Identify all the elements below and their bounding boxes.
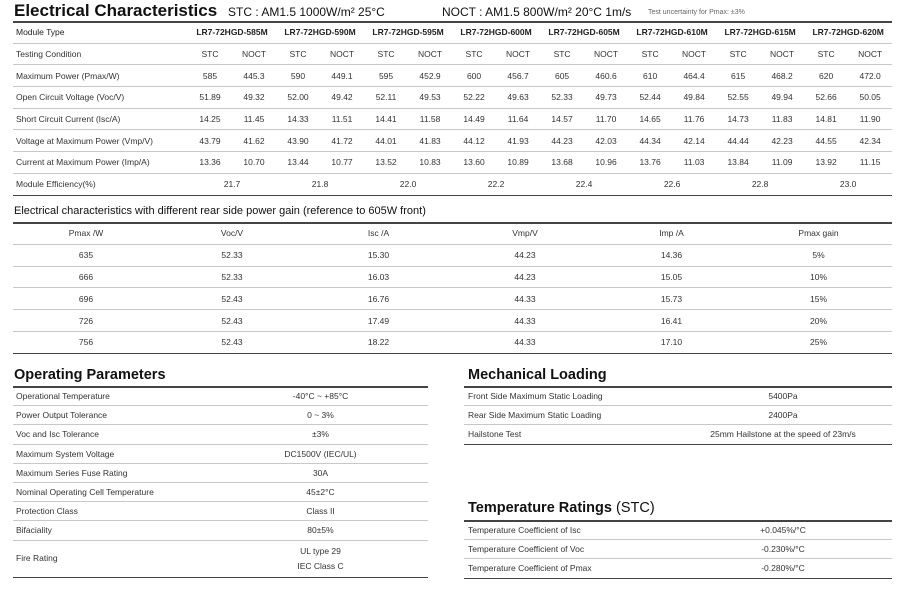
value-cell: 44.44 — [716, 130, 760, 152]
value-cell: 14.36 — [598, 244, 745, 266]
row-value: 25mm Hailstone at the speed of 23m/s — [674, 425, 892, 444]
table-row — [464, 387, 892, 406]
value-cell: 52.43 — [159, 331, 305, 353]
value-cell: 42.03 — [584, 130, 628, 152]
value-cell: 52.55 — [716, 87, 760, 109]
value-cell: 445.3 — [232, 65, 276, 87]
value-cell: 10% — [745, 266, 892, 288]
value-cell: 464.4 — [672, 65, 716, 87]
value-cell: 11.83 — [760, 108, 804, 130]
row-value: ±3% — [213, 425, 428, 444]
value-cell: 14.41 — [364, 108, 408, 130]
condition-cell: NOCT — [408, 43, 452, 65]
value-cell: 49.94 — [760, 87, 804, 109]
row-value: -40°C ~ +85°C — [213, 387, 428, 406]
row-value: Class II — [213, 502, 428, 521]
value-cell: 10.96 — [584, 152, 628, 174]
condition-cell: NOCT — [848, 43, 892, 65]
value-cell: 17.49 — [305, 310, 452, 332]
value-cell: 13.60 — [452, 152, 496, 174]
value-cell: 635 — [13, 244, 159, 266]
value-cell: 14.65 — [628, 108, 672, 130]
value-cell: 52.33 — [540, 87, 584, 109]
value-cell: 52.22 — [452, 87, 496, 109]
model-cell: LR7-72HGD-610M — [628, 22, 716, 43]
value-cell: 13.92 — [804, 152, 848, 174]
value-cell: 44.23 — [540, 130, 584, 152]
efficiency-cell: 22.4 — [540, 173, 628, 195]
efficiency-cell: 22.0 — [364, 173, 452, 195]
row-label: Maximum System Voltage — [13, 444, 213, 463]
table-row — [464, 425, 892, 444]
value-cell: 615 — [716, 65, 760, 87]
value-cell: 666 — [13, 266, 159, 288]
table-row — [13, 266, 892, 288]
operating-title: Operating Parameters — [14, 367, 166, 383]
value-cell: 52.43 — [159, 310, 305, 332]
value-cell: 11.58 — [408, 108, 452, 130]
value-cell: 15.05 — [598, 266, 745, 288]
efficiency-cell: 23.0 — [804, 173, 892, 195]
row-label: Rear Side Maximum Static Loading — [464, 406, 674, 425]
value-cell: 44.33 — [452, 288, 598, 310]
mechanical-table — [464, 387, 892, 445]
row-label: Bifaciality — [13, 521, 213, 540]
value-cell: 14.25 — [188, 108, 232, 130]
value-cell: 468.2 — [760, 65, 804, 87]
value-cell: 17.10 — [598, 331, 745, 353]
module-type-row — [13, 22, 892, 43]
value-cell: 13.84 — [716, 152, 760, 174]
value-cell: 49.63 — [496, 87, 540, 109]
value-cell: 16.03 — [305, 266, 452, 288]
condition-cell: STC — [364, 43, 408, 65]
column-header: Pmax gain — [745, 223, 892, 244]
value-cell: 11.03 — [672, 152, 716, 174]
row-label: Testing Condition — [13, 43, 188, 65]
value-cell: 52.66 — [804, 87, 848, 109]
table-row — [13, 331, 892, 353]
value-cell: 13.76 — [628, 152, 672, 174]
value-cell: 13.36 — [188, 152, 232, 174]
condition-cell: NOCT — [760, 43, 804, 65]
condition-cell: NOCT — [672, 43, 716, 65]
value-cell: 16.76 — [305, 288, 452, 310]
row-label: Operational Temperature — [13, 387, 213, 406]
value-cell: 15.30 — [305, 244, 452, 266]
row-label: Module Type — [13, 22, 188, 43]
table-row — [13, 482, 428, 501]
electrical-table — [13, 22, 892, 196]
electrical-row — [13, 152, 892, 174]
value-cell: 10.89 — [496, 152, 540, 174]
row-value: +0.045%/°C — [674, 521, 892, 540]
value-cell: 42.34 — [848, 130, 892, 152]
value-cell: 10.77 — [320, 152, 364, 174]
value-cell: 14.57 — [540, 108, 584, 130]
condition-cell: STC — [716, 43, 760, 65]
value-cell: 456.7 — [496, 65, 540, 87]
value-cell: 18.22 — [305, 331, 452, 353]
test-uncertainty-note: Test uncertainty for Pmax: ±3% — [648, 9, 745, 16]
table-row — [13, 425, 428, 444]
value-cell: 44.12 — [452, 130, 496, 152]
efficiency-cell: 22.8 — [716, 173, 804, 195]
value-cell: 41.93 — [496, 130, 540, 152]
value-cell: 43.90 — [276, 130, 320, 152]
row-value: 2400Pa — [674, 406, 892, 425]
value-cell: 42.23 — [760, 130, 804, 152]
row-label: Temperature Coefficient of Pmax — [464, 559, 674, 578]
value-cell: 44.33 — [452, 310, 598, 332]
model-cell: LR7-72HGD-605M — [540, 22, 628, 43]
row-label: Power Output Tolerance — [13, 406, 213, 425]
value-cell: 460.6 — [584, 65, 628, 87]
row-label: Module Efficiency(%) — [13, 173, 188, 195]
value-cell: 49.53 — [408, 87, 452, 109]
column-header: Voc/V — [159, 223, 305, 244]
value-cell: 11.45 — [232, 108, 276, 130]
row-label: Maximum Series Fuse Rating — [13, 463, 213, 482]
value-cell: 52.43 — [159, 288, 305, 310]
value-cell: 44.23 — [452, 266, 598, 288]
row-value: DC1500V (IEC/UL) — [213, 444, 428, 463]
value-cell: 11.90 — [848, 108, 892, 130]
electrical-row — [13, 65, 892, 87]
table-row — [464, 540, 892, 559]
value-cell: 16.41 — [598, 310, 745, 332]
model-cell: LR7-72HGD-585M — [188, 22, 276, 43]
value-cell: 49.32 — [232, 87, 276, 109]
row-label: Temperature Coefficient of Voc — [464, 540, 674, 559]
column-header: Pmax /W — [13, 223, 159, 244]
row-label: Nominal Operating Cell Temperature — [13, 482, 213, 501]
row-label: Fire Rating — [13, 540, 213, 577]
electrical-title: Electrical Characteristics — [14, 1, 218, 20]
electrical-row — [13, 130, 892, 152]
fire-rating-ul: UL type 29 — [300, 545, 341, 556]
row-value: 80±5% — [213, 521, 428, 540]
value-cell: 52.33 — [159, 244, 305, 266]
value-cell: 13.52 — [364, 152, 408, 174]
value-cell: 14.73 — [716, 108, 760, 130]
value-cell: 44.33 — [452, 331, 598, 353]
row-label: Hailstone Test — [464, 425, 674, 444]
value-cell: 620 — [804, 65, 848, 87]
table-row — [13, 406, 428, 425]
row-value: 0 ~ 3% — [213, 406, 428, 425]
row-value: -0.230%/°C — [674, 540, 892, 559]
noct-conditions: NOCT : AM1.5 800W/m² 20°C 1m/s — [442, 5, 632, 19]
table-row — [13, 444, 428, 463]
rear-side-table — [13, 223, 892, 354]
value-cell: 13.68 — [540, 152, 584, 174]
value-cell: 756 — [13, 331, 159, 353]
efficiency-cell: 22.2 — [452, 173, 540, 195]
column-header: Imp /A — [598, 223, 745, 244]
condition-cell: STC — [804, 43, 848, 65]
row-label: Voc and Isc Tolerance — [13, 425, 213, 444]
value-cell: 20% — [745, 310, 892, 332]
temperature-table — [464, 521, 892, 579]
value-cell: 600 — [452, 65, 496, 87]
value-cell: 11.70 — [584, 108, 628, 130]
table-row — [13, 502, 428, 521]
fire-rating-value — [213, 540, 428, 577]
condition-cell: STC — [188, 43, 232, 65]
value-cell: 610 — [628, 65, 672, 87]
value-cell: 51.89 — [188, 87, 232, 109]
model-cell: LR7-72HGD-620M — [804, 22, 892, 43]
table-row — [464, 406, 892, 425]
row-label: Protection Class — [13, 502, 213, 521]
table-row — [13, 521, 428, 540]
row-value: -0.280%/°C — [674, 559, 892, 578]
table-row — [13, 310, 892, 332]
temperature-title-suffix: (STC) — [616, 500, 655, 516]
value-cell: 5% — [745, 244, 892, 266]
value-cell: 52.11 — [364, 87, 408, 109]
model-cell: LR7-72HGD-590M — [276, 22, 364, 43]
value-cell: 25% — [745, 331, 892, 353]
value-cell: 42.14 — [672, 130, 716, 152]
row-label: Voltage at Maximum Power (Vmp/V) — [13, 130, 188, 152]
electrical-row — [13, 108, 892, 130]
value-cell: 44.55 — [804, 130, 848, 152]
value-cell: 49.73 — [584, 87, 628, 109]
value-cell: 696 — [13, 288, 159, 310]
model-cell: LR7-72HGD-600M — [452, 22, 540, 43]
model-cell: LR7-72HGD-595M — [364, 22, 452, 43]
value-cell: 595 — [364, 65, 408, 87]
value-cell: 43.79 — [188, 130, 232, 152]
value-cell: 44.01 — [364, 130, 408, 152]
value-cell: 10.70 — [232, 152, 276, 174]
value-cell: 49.84 — [672, 87, 716, 109]
column-header: Isc /A — [305, 223, 452, 244]
value-cell: 11.51 — [320, 108, 364, 130]
value-cell: 52.00 — [276, 87, 320, 109]
row-label: Temperature Coefficient of Isc — [464, 521, 674, 540]
table-row — [464, 559, 892, 578]
condition-cell: STC — [276, 43, 320, 65]
condition-cell: STC — [452, 43, 496, 65]
value-cell: 590 — [276, 65, 320, 87]
condition-cell: NOCT — [232, 43, 276, 65]
condition-cell: STC — [540, 43, 584, 65]
temperature-title-main: Temperature Ratings — [468, 500, 612, 516]
value-cell: 449.1 — [320, 65, 364, 87]
rear-side-header-row — [13, 223, 892, 244]
row-label: Open Circuit Voltage (Voc/V) — [13, 87, 188, 109]
table-row — [464, 521, 892, 540]
efficiency-cell: 21.8 — [276, 173, 364, 195]
value-cell: 41.83 — [408, 130, 452, 152]
condition-cell: NOCT — [320, 43, 364, 65]
row-value: 5400Pa — [674, 387, 892, 406]
value-cell: 44.23 — [452, 244, 598, 266]
value-cell: 11.64 — [496, 108, 540, 130]
rear-side-title: Electrical characteristics with different rear side power gain (reference to 605W front) — [14, 205, 426, 217]
model-cell: LR7-72HGD-615M — [716, 22, 804, 43]
stc-conditions: STC : AM1.5 1000W/m² 25°C — [228, 5, 385, 19]
efficiency-row — [13, 173, 892, 195]
condition-cell: NOCT — [496, 43, 540, 65]
value-cell: 41.72 — [320, 130, 364, 152]
value-cell: 15% — [745, 288, 892, 310]
mechanical-title: Mechanical Loading — [468, 367, 607, 383]
electrical-row — [13, 87, 892, 109]
row-value: 30A — [213, 463, 428, 482]
value-cell: 52.44 — [628, 87, 672, 109]
table-row — [13, 288, 892, 310]
value-cell: 472.0 — [848, 65, 892, 87]
value-cell: 726 — [13, 310, 159, 332]
fire-rating-iec: IEC Class C — [297, 560, 344, 571]
operating-table — [13, 387, 428, 578]
testing-condition-row — [13, 43, 892, 65]
efficiency-cell: 22.6 — [628, 173, 716, 195]
value-cell: 452.9 — [408, 65, 452, 87]
temperature-title — [468, 500, 655, 516]
table-row — [13, 463, 428, 482]
efficiency-cell: 21.7 — [188, 173, 276, 195]
row-label: Current at Maximum Power (Imp/A) — [13, 152, 188, 174]
row-value: 45±2°C — [213, 482, 428, 501]
value-cell: 13.44 — [276, 152, 320, 174]
value-cell: 44.34 — [628, 130, 672, 152]
column-header: Vmp/V — [452, 223, 598, 244]
value-cell: 10.83 — [408, 152, 452, 174]
row-label: Short Circuit Current (Isc/A) — [13, 108, 188, 130]
value-cell: 605 — [540, 65, 584, 87]
row-label: Maximum Power (Pmax/W) — [13, 65, 188, 87]
fire-rating-row — [13, 540, 428, 577]
table-row — [13, 387, 428, 406]
value-cell: 14.49 — [452, 108, 496, 130]
value-cell: 14.81 — [804, 108, 848, 130]
value-cell: 585 — [188, 65, 232, 87]
value-cell: 50.05 — [848, 87, 892, 109]
value-cell: 11.76 — [672, 108, 716, 130]
value-cell: 41.62 — [232, 130, 276, 152]
value-cell: 52.33 — [159, 266, 305, 288]
value-cell: 14.33 — [276, 108, 320, 130]
row-label: Front Side Maximum Static Loading — [464, 387, 674, 406]
value-cell: 11.09 — [760, 152, 804, 174]
table-row — [13, 244, 892, 266]
value-cell: 49.42 — [320, 87, 364, 109]
value-cell: 11.15 — [848, 152, 892, 174]
value-cell: 15.73 — [598, 288, 745, 310]
condition-cell: STC — [628, 43, 672, 65]
condition-cell: NOCT — [584, 43, 628, 65]
